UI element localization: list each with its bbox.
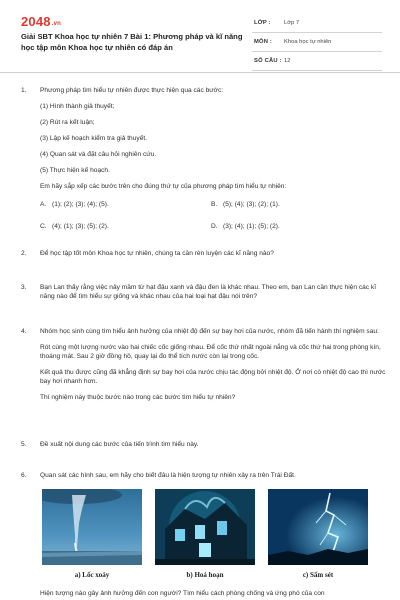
question-body <box>40 283 390 301</box>
step-line: (4) Quan sát và đặt câu hỏi nghiên cứu. <box>40 151 157 158</box>
paragraph: Kết quả thu được cũng đã khẳng định sự bay hơi của nước chịu tác động bởi nhiệt độ. Ở nơi có nhiệt độ cao thì nước bay hơi nhanh hơn. <box>40 369 386 385</box>
option-text: (4); (1); (3); (5); (2). <box>52 223 109 230</box>
option-a[interactable] <box>40 200 109 209</box>
meta-label: MÔN : <box>254 39 273 45</box>
meta-table <box>252 14 382 71</box>
figure-caption: b) Hoả hoạn <box>186 571 224 579</box>
meta-label: SỐ CÂU : <box>254 58 282 64</box>
question-text: Để học tập tốt môn Khoa học tự nhiên, chúng ta cần rèn luyện các kĩ năng nào? <box>40 250 274 257</box>
paragraph: Rót cùng một lượng nước vào hai chiếc cốc giống nhau. Để cốc thứ nhất ngoài nắng và cốc thứ hai trong phòng kín, thoáng mát. Sau 2 giờ đồng hồ, quay lại đo thể tích nước còn lại trong cốc. <box>40 344 381 360</box>
question-body <box>40 440 390 449</box>
question-text: Bạn Lan thấy rằng việc nảy mầm từ hạt đậu xanh và đậu đen là khác nhau. Theo em, bạn Lan cần thực hiện các kĩ năng nào để tìm hiểu sự giống và khác nhau của hai loại hạt đậu nói trên? <box>40 284 377 300</box>
step-line: (2) Rút ra kết luận; <box>40 119 95 126</box>
question-text: Phương pháp tìm hiểu tự nhiên được thực hiện qua các bước: <box>40 87 224 94</box>
tornado-photo-icon <box>42 489 142 565</box>
question-body <box>40 327 390 402</box>
figure-caption: c) Sấm sét <box>302 571 334 579</box>
question-instruction: Thí nghiệm này thuộc bước nào trong các bước tìm hiểu tự nhiên? <box>40 394 236 401</box>
question-5 <box>0 440 400 452</box>
question-6 <box>0 471 400 483</box>
question-number: 3. <box>21 284 27 291</box>
option-letter: C. <box>40 223 47 230</box>
question-2 <box>0 249 400 261</box>
figure-caption: a) Lốc xoáy <box>74 571 110 579</box>
question-instruction: Em hãy sắp xếp các bước trên cho đúng thứ tự của phương pháp tìm hiểu tự nhiên: <box>40 183 287 190</box>
question-number: 1. <box>21 87 27 94</box>
site-logo[interactable] <box>21 14 61 29</box>
question-text: Nhóm học sinh cùng tìm hiểu ảnh hưởng của nhiệt độ đến sự bay hơi của nước, nhóm đã tiến hành thí nghiệm sau: <box>40 328 379 335</box>
question-4 <box>0 327 400 422</box>
option-d[interactable] <box>211 222 280 231</box>
meta-value: Khoa học tự nhiên <box>284 39 332 45</box>
house-fire-photo-icon <box>155 489 255 565</box>
meta-row-subject <box>252 33 382 52</box>
option-letter: D. <box>211 223 218 230</box>
step-line: (1) Hình thành giả thuyết; <box>40 103 115 110</box>
question-3 <box>0 283 400 303</box>
question-text: Quan sát các hình sau, em hãy cho biết đâu là hiện tượng tự nhiên xảy ra trên Trái Đất. <box>40 472 296 479</box>
option-letter: A. <box>40 201 47 208</box>
question-text: Hiện tượng nào gây ảnh hưởng đến con người? Tìm hiểu cách phòng chống và ứng phó của con <box>40 590 325 597</box>
meta-row-grade <box>252 14 382 33</box>
question-text: Đề xuất nội dung các bước của tiến trình tìm hiểu này. <box>40 441 199 448</box>
site-logo-suffix: .vn <box>51 21 62 27</box>
option-text: (3); (4); (1); (5); (2). <box>223 223 280 230</box>
header-divider <box>0 72 400 73</box>
step-line: (3) Lập kế hoạch kiểm tra giả thuyết. <box>40 135 148 142</box>
meta-value: 12 <box>284 58 291 64</box>
step-line: (5) Thực hiện kế hoạch. <box>40 167 110 174</box>
question-1 <box>0 86 400 236</box>
meta-row-question-count <box>252 52 382 71</box>
question-body <box>40 86 390 191</box>
option-c[interactable] <box>40 222 109 231</box>
meta-label: LỚP : <box>254 20 271 26</box>
question-number: 5. <box>21 441 27 448</box>
question-6-follow-up <box>0 589 400 600</box>
question-number: 2. <box>21 250 27 257</box>
option-letter: B. <box>211 201 218 208</box>
question-number: 4. <box>21 328 27 335</box>
option-text: (5); (4); (3); (2); (1). <box>223 201 280 208</box>
site-logo-text: 2048 <box>21 14 51 29</box>
option-text: (1); (2); (3); (4); (5). <box>52 201 109 208</box>
question-body <box>40 249 390 258</box>
question-number: 6. <box>21 472 27 479</box>
document-header <box>0 0 400 72</box>
option-b[interactable] <box>211 200 280 209</box>
question-body <box>40 471 390 480</box>
lightning-photo-icon <box>268 489 368 565</box>
meta-value: Lớp 7 <box>284 20 300 26</box>
document-title: Giải SBT Khoa học tự nhiên 7 Bài 1: Phương pháp và kĩ năng học tập môn Khoa học tự nhiên có đáp án <box>21 32 243 52</box>
